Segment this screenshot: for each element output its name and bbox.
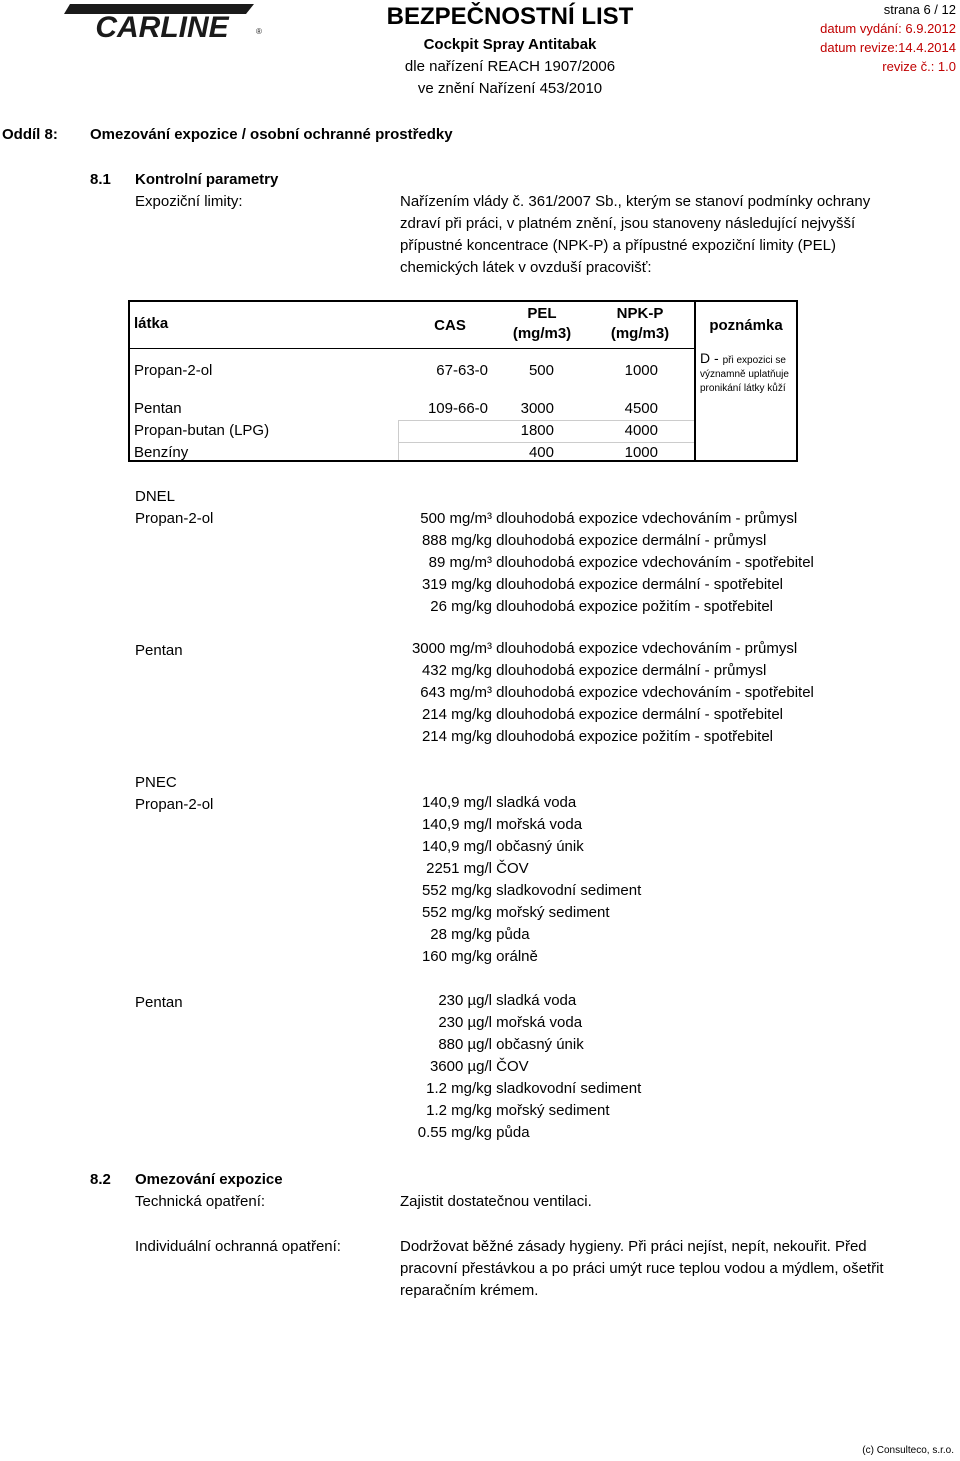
item-desc: dlouhodobá expozice dermální - spotřebitel (496, 576, 784, 593)
dnel-list-pentan (380, 638, 814, 748)
header-npk-line-2: (mg/m3) (610, 325, 670, 342)
exposure-limits-table (128, 300, 798, 462)
pnec-substance: Propan-2-ol (135, 796, 214, 813)
item-desc: dlouhodobá expozice vdechováním - průmysl (496, 640, 798, 657)
section-number: Oddíl 8: (2, 126, 58, 143)
svg-text:®: ® (256, 27, 262, 36)
item-desc: dlouhodobá expozice dermální - průmysl (496, 532, 767, 549)
dnel-substance: Propan-2-ol (135, 510, 214, 527)
item-value: 230 µg/l (438, 1014, 492, 1031)
row-substance: Propan-2-ol (134, 362, 213, 379)
individual-measures-text (400, 1236, 884, 1302)
item-desc: ČOV (496, 860, 529, 877)
dnel-substance: Pentan (135, 642, 183, 659)
exposure-limits-label: Expoziční limity: (135, 193, 243, 210)
cell-rule (398, 420, 399, 460)
item-value: 880 µg/l (438, 1036, 492, 1053)
list-item (380, 638, 814, 660)
row-npk: 1000 (624, 362, 658, 379)
exposure-text-line: chemických látek v ovzduší pracovišť: (400, 259, 652, 276)
item-value: 0.55 mg/kg (417, 1124, 492, 1141)
list-item (380, 1122, 641, 1144)
note-cell (700, 350, 789, 396)
list-item (380, 924, 641, 946)
note-text-line: při expozici se (722, 355, 786, 366)
note-code: D - (700, 350, 723, 366)
cell-rule (398, 420, 694, 421)
technical-measures-label: Technická opatření: (135, 1193, 266, 1210)
document-title: BEZPEČNOSTNÍ LIST (386, 3, 634, 30)
list-item (380, 552, 814, 574)
list-item (380, 792, 641, 814)
pnec-list-propan (380, 792, 641, 968)
revision-number: revize č.: 1.0 (882, 59, 956, 74)
item-desc: mořský sediment (496, 1102, 610, 1119)
list-item (380, 1034, 641, 1056)
list-item (380, 814, 641, 836)
row-pel: 500 (528, 362, 554, 379)
section-title: Omezování expozice / osobní ochranné prostředky (90, 126, 453, 143)
list-item (380, 726, 814, 748)
header-pel-line-2: (mg/m3) (512, 325, 572, 342)
item-value: 1.2 mg/kg (426, 1080, 492, 1097)
regulation-line-2: ve znění Nařízení 453/2010 (417, 80, 603, 97)
row-npk: 4000 (624, 422, 658, 439)
header-meta (820, 0, 956, 76)
row-substance: Propan-butan (LPG) (134, 422, 270, 439)
list-item (380, 682, 814, 704)
subsection-8-2-number: 8.2 (90, 1171, 111, 1188)
list-item (380, 1056, 641, 1078)
list-item (380, 1100, 641, 1122)
item-value: 140,9 mg/l (421, 794, 492, 811)
item-desc: půda (496, 1124, 530, 1141)
product-name: Cockpit Spray Antitabak (423, 36, 597, 53)
item-desc: půda (496, 926, 530, 943)
exposure-limits-text (400, 191, 870, 279)
item-value: 89 mg/m³ (428, 554, 492, 571)
item-desc: dlouhodobá expozice vdechováním - průmysl (496, 510, 798, 527)
pnec-label: PNEC (135, 774, 177, 791)
subsection-8-1-title: Kontrolní parametry (135, 171, 279, 188)
item-value: 1.2 mg/kg (426, 1102, 492, 1119)
row-pel: 3000 (520, 400, 554, 417)
item-value: 319 mg/kg (421, 576, 492, 593)
list-item (380, 880, 641, 902)
row-cas: 67-63-0 (436, 362, 488, 379)
item-value: 3600 µg/l (429, 1058, 492, 1075)
item-desc: dlouhodobá expozice dermální - průmysl (496, 662, 767, 679)
dnel-label: DNEL (135, 488, 176, 505)
item-value: 26 mg/kg (430, 598, 492, 615)
item-desc: dlouhodobá expozice vdechováním - spotřebitel (496, 554, 814, 571)
item-desc: občasný únik (496, 838, 584, 855)
item-desc: dlouhodobá expozice požitím - spotřebitel (496, 598, 774, 615)
regulation-line-1: dle nařízení REACH 1907/2006 (404, 58, 616, 75)
page-number: strana 6 / 12 (883, 2, 956, 17)
list-item (380, 858, 641, 880)
item-desc: mořská voda (496, 1014, 583, 1031)
header-rule (130, 348, 694, 349)
list-item (380, 530, 814, 552)
list-item (380, 1078, 641, 1100)
item-desc: dlouhodobá expozice dermální - spotřebitel (496, 706, 784, 723)
carline-logo (62, 0, 262, 42)
issue-date: datum vydání: 6.9.2012 (820, 21, 956, 36)
item-value: 2251 mg/l (426, 860, 492, 877)
item-desc: orálně (496, 948, 538, 965)
item-desc: mořský sediment (496, 904, 610, 921)
exposure-text-line: Nařízením vlády č. 361/2007 Sb., kterým se stanoví podmínky ochrany (400, 193, 871, 210)
note-text-line: pronikání látky kůží (700, 383, 786, 394)
row-npk: 1000 (624, 444, 658, 461)
list-item (380, 508, 814, 530)
individual-text-line: pracovní přestávkou a po práci umýt ruce teplou vodou a mýdlem, ošetřit (400, 1260, 884, 1277)
item-desc: dlouhodobá expozice požitím - spotřebitel (496, 728, 774, 745)
list-item (380, 990, 641, 1012)
individual-text-line: Dodržovat běžné zásady hygieny. Při práci nejíst, nepít, nekouřit. Před (400, 1238, 867, 1255)
subsection-8-1-number: 8.1 (90, 171, 111, 188)
item-value: 500 mg/m³ (420, 510, 492, 527)
subsection-8-2-title: Omezování expozice (135, 1171, 283, 1188)
item-desc: sladká voda (496, 992, 577, 1009)
item-value: 28 mg/kg (430, 926, 492, 943)
list-item (380, 574, 814, 596)
item-desc: sladkovodní sediment (496, 1080, 642, 1097)
row-substance: Benzíny (134, 444, 189, 461)
revision-date: datum revize:14.4.2014 (820, 40, 956, 55)
item-desc: mořská voda (496, 816, 583, 833)
header-substance: látka (134, 315, 169, 332)
item-value: 160 mg/kg (421, 948, 492, 965)
row-cas: 109-66-0 (427, 400, 488, 417)
technical-measures-text: Zajistit dostatečnou ventilaci. (400, 1193, 592, 1210)
list-item (380, 704, 814, 726)
item-desc: sladkovodní sediment (496, 882, 642, 899)
pnec-substance: Pentan (135, 994, 183, 1011)
header-pel (502, 304, 582, 344)
list-item (380, 596, 814, 618)
item-value: 643 mg/m³ (420, 684, 492, 701)
header-pel-line-1: PEL (527, 305, 557, 322)
list-item (380, 902, 641, 924)
item-value: 888 mg/kg (421, 532, 492, 549)
exposure-text-line: zdraví při práci, v platném znění, jsou stanoveny následující nejvyšší (400, 215, 856, 232)
row-substance: Pentan (134, 400, 182, 417)
row-npk: 4500 (624, 400, 658, 417)
item-desc: sladká voda (496, 794, 577, 811)
individual-text-line: reparačním krémem. (400, 1282, 539, 1299)
item-value: 230 µg/l (438, 992, 492, 1009)
item-value: 3000 mg/m³ (411, 640, 492, 657)
item-value: 214 mg/kg (421, 728, 492, 745)
individual-measures-label: Individuální ochranná opatření: (135, 1238, 341, 1255)
item-value: 140,9 mg/l (421, 838, 492, 855)
footer-copyright: (c) Consulteco, s.r.o. (862, 1445, 954, 1456)
row-pel: 1800 (520, 422, 554, 439)
list-item (380, 946, 641, 968)
exposure-text-line: přípustné koncentrace (NPK-P) a přípustné expoziční limity (PEL) (400, 237, 837, 254)
row-pel: 400 (528, 444, 554, 461)
header-cas: CAS (434, 317, 466, 334)
header-center (360, 0, 660, 100)
pnec-list-pentan (380, 990, 641, 1144)
note-text-line: významně uplatňuje (700, 369, 789, 380)
item-value: 552 mg/kg (421, 882, 492, 899)
list-item (380, 836, 641, 858)
cell-rule (398, 442, 694, 443)
list-item (380, 1012, 641, 1034)
item-value: 552 mg/kg (421, 904, 492, 921)
item-value: 432 mg/kg (421, 662, 492, 679)
item-desc: občasný únik (496, 1036, 584, 1053)
item-desc: dlouhodobá expozice vdechováním - spotřebitel (496, 684, 814, 701)
logo-text: CARLINE (95, 11, 229, 42)
header-npk-line-1: NPK-P (616, 305, 664, 322)
item-value: 140,9 mg/l (421, 816, 492, 833)
list-item (380, 660, 814, 682)
item-value: 214 mg/kg (421, 706, 492, 723)
header-npk (600, 304, 680, 344)
carline-logo-graphic (62, 0, 262, 42)
item-desc: ČOV (496, 1058, 529, 1075)
header-note: poznámka (709, 317, 783, 334)
dnel-list-propan (380, 508, 814, 618)
